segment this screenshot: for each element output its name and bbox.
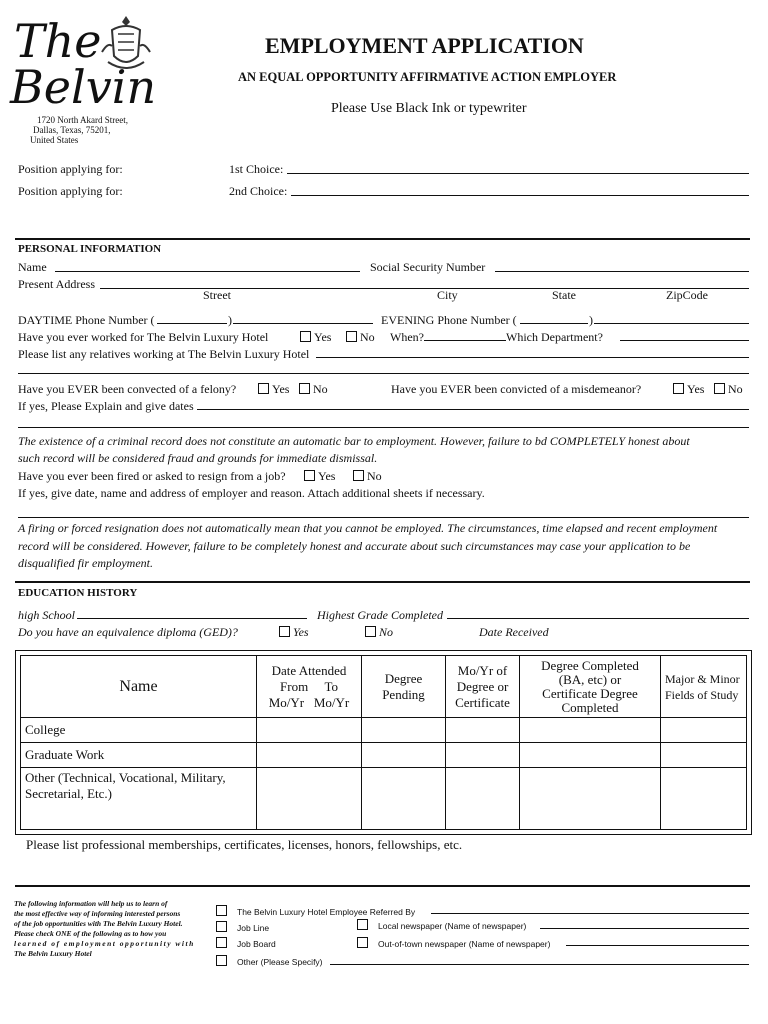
job-line-checkbox[interactable]: [216, 921, 227, 932]
table-cell[interactable]: [362, 768, 446, 830]
table-row: [21, 743, 747, 768]
address-line-2: Dallas, Texas, 75201,: [33, 125, 111, 135]
section-heading-personal: PERSONAL INFORMATION: [18, 243, 162, 255]
misdemeanor-no-checkbox[interactable]: [714, 383, 725, 394]
table-cell[interactable]: [362, 743, 446, 768]
fired-yes-checkbox[interactable]: [304, 470, 315, 481]
degree-label: Degree: [384, 670, 423, 686]
evening-phone-label: EVENING Phone Number (: [381, 313, 517, 327]
other-label: Other (Please Specify): [237, 957, 323, 967]
employee-referral-checkbox[interactable]: [216, 905, 227, 916]
col-header-name: Name: [21, 656, 257, 718]
to-label: To: [324, 678, 338, 694]
explain-label: If yes, Please Explain and give dates: [18, 399, 194, 413]
fired-no-option[interactable]: [353, 469, 382, 484]
fired-detail-field[interactable]: [18, 517, 749, 518]
table-cell[interactable]: [520, 743, 661, 768]
name-field[interactable]: [55, 271, 360, 272]
employee-referral-field[interactable]: [431, 913, 749, 914]
crest-icon: [98, 12, 154, 76]
felony-no-checkbox[interactable]: [299, 383, 310, 394]
misdemeanor-label: Have you EVER been convicted of a misdemeanor?: [391, 382, 642, 396]
ssn-field[interactable]: [495, 271, 749, 272]
when-label: When?: [390, 330, 424, 344]
firing-note-3: disqualified fir employment.: [18, 556, 153, 570]
local-newspaper-option[interactable]: [357, 919, 526, 931]
worked-before-label: Have you ever worked for The Belvin Luxury Hotel: [18, 330, 269, 344]
address-line-3: United States: [30, 135, 79, 145]
deg-completed-4: Completed: [561, 699, 619, 715]
table-cell[interactable]: [520, 768, 661, 830]
job-board-option[interactable]: [216, 937, 276, 949]
position-label-2: Position applying for:: [18, 184, 123, 198]
referral-note-6: The Belvin Luxury Hotel: [14, 949, 92, 958]
employee-referral-label: The Belvin Luxury Hotel Employee Referred By: [237, 907, 416, 917]
fired-yes-option[interactable]: [304, 469, 335, 484]
relatives-field-2[interactable]: [18, 373, 749, 374]
first-choice-field[interactable]: [287, 173, 749, 174]
deg-completed-1: Degree Completed: [541, 657, 639, 673]
ssn-label: Social Security Number: [370, 260, 486, 274]
major-label-2: Fields of Study: [665, 687, 739, 702]
outoftown-newspaper-checkbox[interactable]: [357, 937, 368, 948]
certificate-label: Certificate: [455, 694, 510, 710]
firing-note-1: A firing or forced resignation does not automatically mean that you cannot be employed. The circumstances, time elapsed and recent employment: [18, 521, 718, 535]
referral-note-4: Please check ONE of the following as to how you: [14, 929, 167, 938]
date-attended-label: Date Attended: [271, 662, 347, 678]
col-header-date-attended: [257, 656, 362, 718]
other-option[interactable]: [216, 955, 323, 967]
instruction-text: Please Use Black Ink or typewriter: [331, 101, 527, 116]
daytime-phone-label: DAYTIME Phone Number (: [18, 313, 155, 327]
department-field[interactable]: [620, 340, 749, 341]
address-field[interactable]: [100, 288, 749, 289]
worked-no-checkbox[interactable]: [346, 331, 357, 342]
employee-referral-option[interactable]: [216, 905, 415, 917]
local-newspaper-label: Local newspaper (Name of newspaper): [378, 921, 527, 931]
referral-note-1: The following information will help us to learn of: [14, 899, 168, 908]
street-label: Street: [203, 288, 231, 302]
other-checkbox[interactable]: [216, 955, 227, 966]
referral-note-2: the most effective way of informing interested persons: [14, 909, 181, 918]
explain-field[interactable]: [197, 409, 749, 410]
high-school-field[interactable]: [77, 618, 307, 619]
evening-area-code-field[interactable]: [520, 323, 588, 324]
degree-or-label: Degree or: [456, 678, 509, 694]
ged-yes-checkbox[interactable]: [279, 626, 290, 637]
from-to-row: [261, 679, 357, 695]
worked-yes-checkbox[interactable]: [300, 331, 311, 342]
from-label: From: [280, 678, 309, 694]
referral-note-5: learned of employment opportunity with: [14, 939, 195, 948]
daytime-area-code-field[interactable]: [157, 323, 227, 324]
worked-yes-option[interactable]: [300, 330, 331, 345]
local-newspaper-field[interactable]: [540, 928, 749, 929]
felony-yes-label: Yes: [272, 382, 290, 396]
firing-note-2: record will be considered. However, failure to be completely honest and accurate about such circumstances may case your application to be: [18, 539, 691, 553]
worked-yes-label: Yes: [314, 330, 332, 344]
deg-completed-3: Certificate Degree: [542, 685, 638, 701]
fired-detail-label: If yes, give date, name and address of employer and reason. Attach additional sheets if necessary.: [18, 486, 485, 500]
fired-no-checkbox[interactable]: [353, 470, 364, 481]
felony-yes-option[interactable]: [258, 382, 289, 397]
mo-yr-from: Mo/Yr: [268, 694, 305, 710]
logo-belvin: Belvin: [10, 60, 157, 114]
explain-field-2[interactable]: [18, 427, 749, 428]
second-choice-label: 2nd Choice:: [229, 184, 288, 198]
memberships-label: Please list professional memberships, certificates, licenses, honors, fellowships, etc.: [26, 837, 463, 852]
logo-the: The: [14, 14, 102, 68]
job-line-label: Job Line: [237, 923, 270, 933]
daytime-phone-field[interactable]: [233, 323, 373, 324]
col-header-degree-completed: [520, 656, 661, 718]
evening-paren-close: ): [589, 313, 593, 327]
fired-yes-label: Yes: [318, 469, 336, 483]
second-choice-field[interactable]: [291, 195, 749, 196]
relatives-field[interactable]: [316, 357, 749, 358]
felony-no-label: No: [313, 382, 328, 396]
address-line-1: 1720 North Akard Street,: [37, 115, 128, 125]
moyr-of-label: Mo/Yr of: [457, 662, 508, 678]
criminal-record-note: The existence of a criminal record does not constitute an automatic bar to employment. However, failure to bd COMPLETELY honest about: [18, 434, 690, 448]
education-table: [20, 655, 747, 830]
row-label-college: College: [21, 718, 257, 743]
when-field[interactable]: [424, 340, 506, 341]
highest-grade-field[interactable]: [447, 618, 749, 619]
position-label-1: Position applying for:: [18, 162, 123, 176]
row-label-other-2: Secretarial, Etc.): [25, 786, 112, 801]
city-label: City: [437, 288, 458, 302]
zip-label: ZipCode: [666, 288, 708, 302]
address-label: Present Address: [18, 277, 95, 291]
row-label-other-1: Other (Technical, Vocational, Military,: [25, 770, 226, 785]
which-department-label: Which Department?: [506, 330, 603, 344]
ged-no-option[interactable]: [365, 625, 393, 640]
local-newspaper-checkbox[interactable]: [357, 919, 368, 930]
relatives-label: Please list any relatives working at The Belvin Luxury Hotel: [18, 347, 310, 361]
table-cell[interactable]: [661, 718, 747, 743]
table-cell[interactable]: [446, 718, 520, 743]
felony-yes-checkbox[interactable]: [258, 383, 269, 394]
col-header-moyr-degree: [446, 656, 520, 718]
section-divider: [15, 238, 750, 240]
page-subtitle: AN EQUAL OPPORTUNITY AFFIRMATIVE ACTION EMPLOYER: [238, 70, 617, 84]
table-cell[interactable]: [446, 768, 520, 830]
felony-no-option[interactable]: [299, 382, 328, 397]
misdemeanor-yes-label: Yes: [687, 382, 705, 396]
highest-grade-label: Highest Grade Completed: [317, 608, 443, 622]
row-label-other: [21, 768, 257, 830]
table-cell[interactable]: [661, 743, 747, 768]
criminal-record-note-2: such record will be considered fraud and grounds for immediate dismissal.: [18, 451, 378, 465]
table-cell[interactable]: [257, 743, 362, 768]
pending-label: Pending: [382, 686, 425, 702]
misdemeanor-yes-option[interactable]: [673, 382, 704, 397]
misdemeanor-yes-checkbox[interactable]: [673, 383, 684, 394]
mo-yr-to: Mo/Yr: [313, 694, 350, 710]
job-board-checkbox[interactable]: [216, 937, 227, 948]
table-cell[interactable]: [257, 718, 362, 743]
ged-no-checkbox[interactable]: [365, 626, 376, 637]
fired-label: Have you ever been fired or asked to resign from a job?: [18, 469, 286, 483]
outoftown-newspaper-label: Out-of-town newspaper (Name of newspaper): [378, 939, 551, 949]
outoftown-newspaper-field[interactable]: [566, 945, 749, 946]
evening-phone-field[interactable]: [594, 323, 749, 324]
other-field[interactable]: [330, 964, 749, 965]
page-title: EMPLOYMENT APPLICATION: [265, 33, 584, 58]
ged-yes-label: Yes: [293, 625, 309, 639]
col-header-degree-pending: [362, 656, 446, 718]
first-choice-label: 1st Choice:: [229, 162, 284, 176]
major-label-1: Major & Minor: [665, 671, 740, 686]
mo-yr-row: [261, 695, 357, 711]
table-cell[interactable]: [362, 718, 446, 743]
outoftown-newspaper-option[interactable]: [357, 937, 550, 949]
state-label: State: [552, 288, 576, 302]
worked-no-option[interactable]: [346, 330, 375, 345]
high-school-label: high School: [18, 608, 75, 622]
misdemeanor-no-label: No: [728, 382, 743, 396]
date-received-label: Date Received: [479, 625, 549, 639]
misdemeanor-no-option[interactable]: [714, 382, 743, 397]
table-row: [21, 768, 747, 830]
col-header-major-minor: [661, 656, 747, 718]
fired-no-label: No: [367, 469, 382, 483]
table-cell[interactable]: [661, 768, 747, 830]
referral-note-3: of the job opportunities with The Belvin Luxury Hotel.: [14, 919, 183, 928]
table-cell[interactable]: [257, 768, 362, 830]
referral-divider: [15, 885, 750, 887]
daytime-paren-close: ): [228, 313, 232, 327]
table-row: [21, 718, 747, 743]
education-divider: [15, 581, 750, 583]
table-cell[interactable]: [446, 743, 520, 768]
row-label-graduate: Graduate Work: [21, 743, 257, 768]
job-board-label: Job Board: [237, 939, 276, 949]
job-line-option[interactable]: [216, 921, 269, 933]
felony-label: Have you EVER been convected of a felony?: [18, 382, 237, 396]
ged-label: Do you have an equivalence diploma (GED)?: [18, 625, 238, 639]
name-label: Name: [18, 260, 47, 274]
ged-yes-option[interactable]: [279, 625, 309, 640]
worked-no-label: No: [360, 330, 375, 344]
ged-no-label: No: [379, 625, 394, 639]
table-cell[interactable]: [520, 718, 661, 743]
deg-completed-2: (BA, etc) or: [558, 671, 622, 687]
section-heading-education: EDUCATION HISTORY: [18, 587, 138, 599]
